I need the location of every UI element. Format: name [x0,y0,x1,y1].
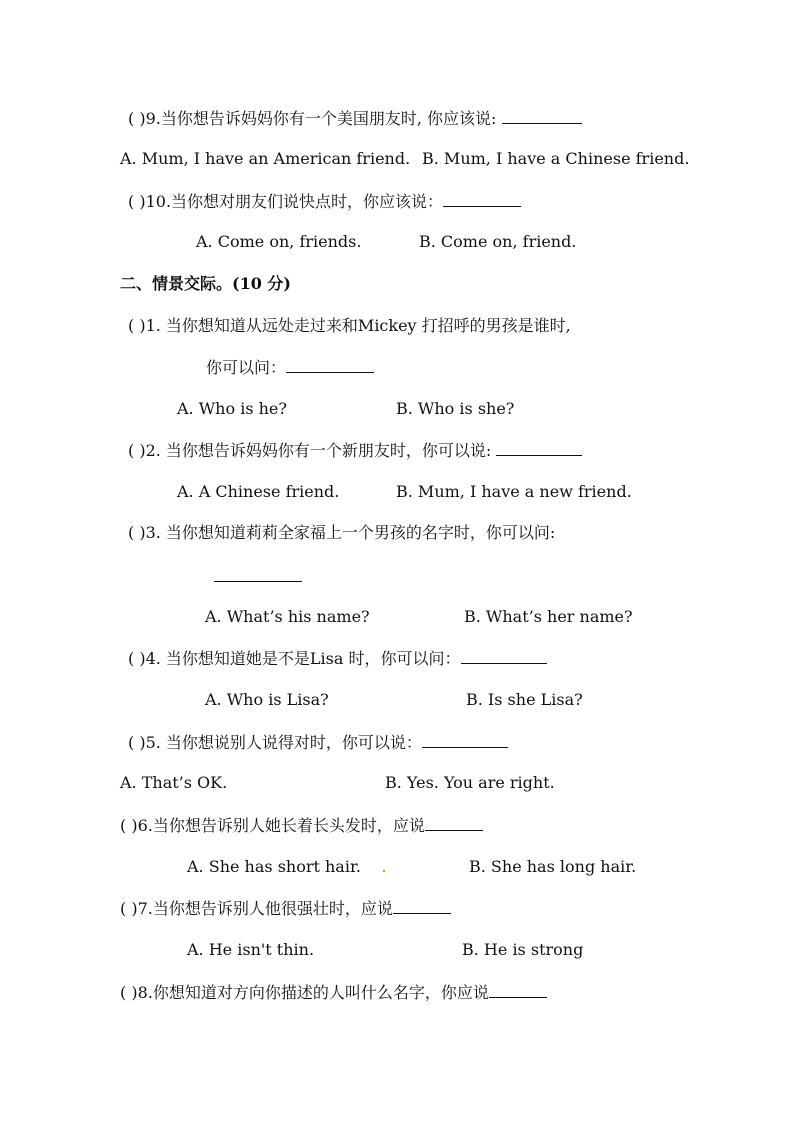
question-8 [120,981,547,1004]
question-5 [128,731,508,754]
question-text: 8.你想知道对方向你描述的人叫什么名字，你应说 [137,983,489,1002]
answer-paren[interactable]: ( ) [128,523,146,542]
option-b[interactable]: B. He is strong [462,940,584,959]
answer-blank[interactable] [425,814,483,831]
option-a[interactable]: A. Mum, I have an American friend. [120,149,411,168]
answer-blank[interactable] [286,356,374,373]
answer-paren[interactable]: ( ) [128,109,146,128]
answer-blank[interactable] [443,190,521,207]
answer-paren[interactable]: ( ) [128,649,146,668]
answer-paren[interactable]: ( ) [128,441,146,460]
answer-paren[interactable]: ( ) [128,192,146,211]
answer-blank[interactable] [214,565,302,582]
option-b[interactable]: B. Is she Lisa? [466,690,583,709]
answer-blank[interactable] [461,647,547,664]
option-b[interactable]: B. Who is she? [396,399,515,418]
answer-blank[interactable] [502,107,582,124]
answer-paren[interactable]: ( ) [120,983,138,1002]
option-a[interactable]: A. Who is he? [177,399,287,418]
question-2 [128,439,582,462]
option-b[interactable]: B. Mum, I have a new friend. [396,482,632,501]
question-10 [128,190,521,213]
option-a[interactable]: A. She has short hair. [187,857,361,876]
answer-blank[interactable] [422,731,508,748]
answer-blank[interactable] [393,897,451,914]
option-b[interactable]: B. What’s her name? [464,607,633,626]
section-heading: 二、情景交际。(10 分) [120,274,291,293]
answer-paren[interactable]: ( ) [128,316,146,335]
question-text: 10.当你想对朋友们说快点时，你应该说： [145,192,444,211]
question-9 [128,107,582,130]
question-3 [128,522,555,544]
question-text: 2. 当你想告诉妈妈你有一个新朋友时，你可以说: [145,441,492,460]
question-3-blank-line [214,565,302,588]
option-b[interactable]: B. Come on, friend. [419,232,577,251]
option-b[interactable]: B. Mum, I have a Chinese friend. [422,149,690,168]
question-text: 7.当你想告诉别人他很强壮时，应说 [137,899,393,918]
question-text: 1. 当你想知道从远处走过来和Mickey 打招呼的男孩是谁时, [145,316,571,335]
option-a[interactable]: A. Who is Lisa? [205,690,329,709]
option-a[interactable]: A. What’s his name? [205,607,370,626]
answer-blank[interactable] [489,981,547,998]
question-text: 9.当你想告诉妈妈你有一个美国朋友时, 你应该说: [145,109,497,128]
answer-paren[interactable]: ( ) [120,816,138,835]
option-a[interactable]: A. He isn't thin. [187,940,315,959]
option-a[interactable]: A. That’s OK. [120,773,228,792]
question-text: 6.当你想告诉别人她长着长头发时，应说 [137,816,425,835]
question-text: 3. 当你想知道莉莉全家福上一个男孩的名字时，你可以问: [145,523,556,542]
answer-blank[interactable] [496,439,582,456]
answer-paren[interactable]: ( ) [128,733,146,752]
option-b[interactable]: B. She has long hair. [469,857,637,876]
question-6 [120,814,483,837]
question-text: 4. 当你想知道她是不是Lisa 时，你可以问： [145,649,461,668]
answer-paren[interactable]: ( ) [120,899,138,918]
option-b[interactable]: B. Yes. You are right. [385,773,555,792]
option-a[interactable]: A. Come on, friends. [196,232,362,251]
question-7 [120,897,451,920]
option-a[interactable]: A. A Chinese friend. [177,482,340,501]
question-text: 5. 当你想说别人说得对时，你可以说： [145,733,422,752]
question-4 [128,647,547,670]
question-text: 你可以问： [206,358,287,377]
question-1-line2 [206,356,374,379]
question-1 [128,315,571,337]
stray-mark [383,870,385,872]
